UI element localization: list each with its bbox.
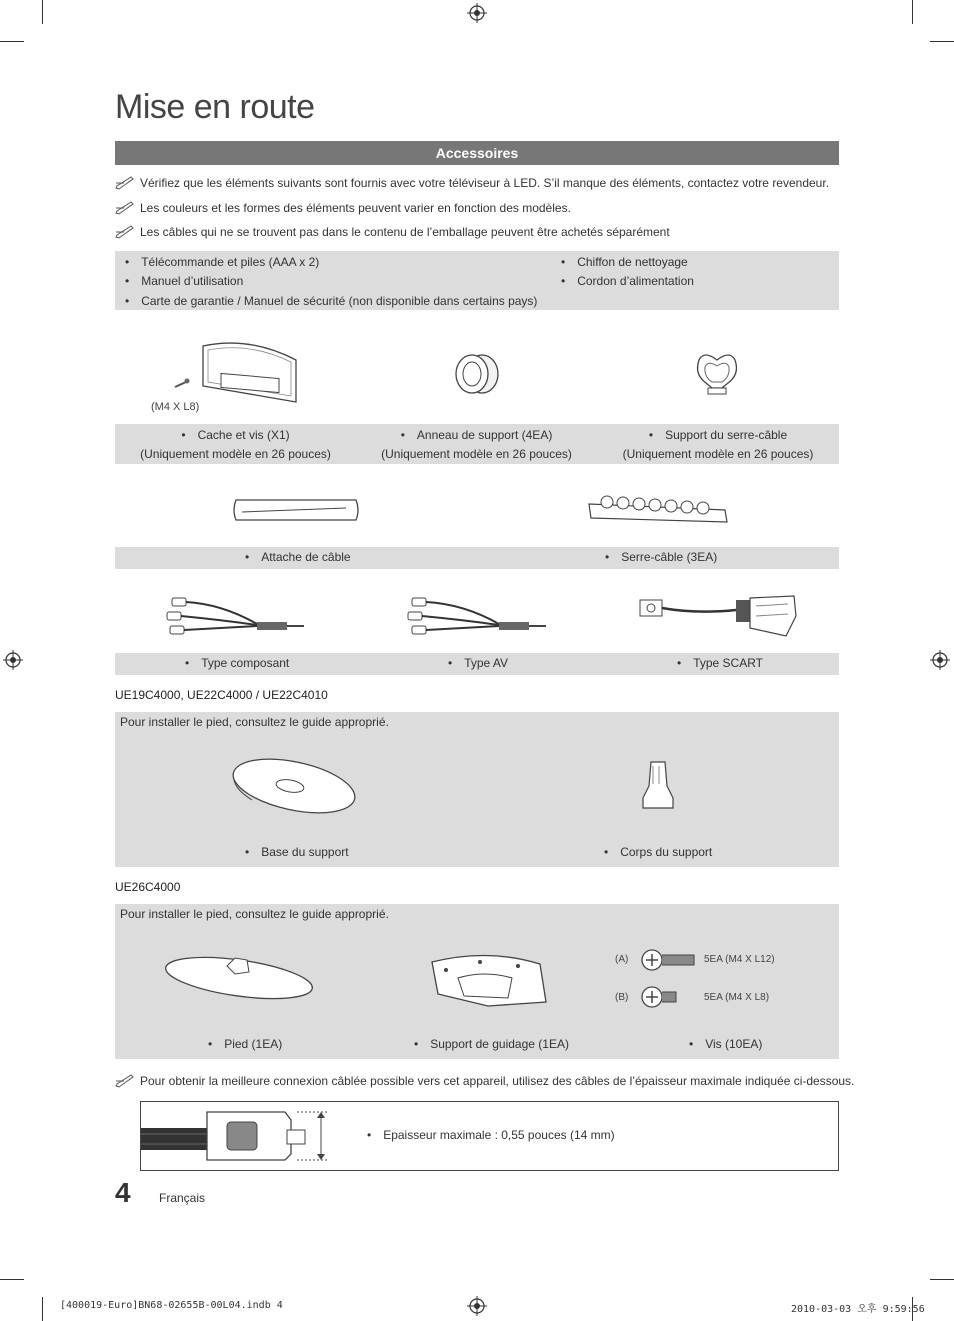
- item-sublabel: (Uniquement modèle en 26 pouces): [381, 447, 572, 461]
- note: [115, 1074, 854, 1088]
- support-ring-illustration: [452, 350, 502, 396]
- cable-thickness-box: [140, 1101, 839, 1171]
- cable-holder-illustration: [585, 490, 733, 530]
- item-label: • Type composant: [185, 656, 289, 670]
- item-sublabel: (Uniquement modèle en 26 pouces): [622, 447, 814, 461]
- note-text: Les couleurs et les formes des éléments peuvent varier en fonction des modèles.: [140, 201, 571, 215]
- crop-mark: [42, 0, 43, 24]
- crop-mark: [0, 1279, 24, 1280]
- page-title: Mise en route: [115, 88, 315, 126]
- component-cable-illustration: [162, 594, 310, 640]
- item-label: • Base du support: [245, 845, 349, 859]
- crop-mark: [42, 1297, 43, 1321]
- pencil-note-icon: [115, 1074, 135, 1088]
- crop-mark: [930, 41, 954, 42]
- registration-mark-icon: [930, 650, 950, 670]
- hdmi-cable-illustration: [141, 1108, 331, 1164]
- item-sublabel: (Uniquement modèle en 26 pouces): [140, 447, 331, 461]
- page-number: 4: [115, 1177, 131, 1208]
- registration-mark-icon: [3, 650, 23, 670]
- pencil-note-icon: [115, 225, 135, 239]
- item-label: • Type SCART: [677, 656, 763, 670]
- av-cable-illustration: [404, 594, 552, 640]
- max-thickness-label: • Epaisseur maximale : 0,55 pouces (14 mm): [367, 1128, 615, 1142]
- panel-instruction: Pour installer le pied, consultez le guide approprié.: [120, 907, 389, 921]
- item-label: • Serre-câble (3EA): [605, 550, 717, 564]
- items-row-2: [115, 547, 839, 569]
- stand-panel: [115, 712, 839, 867]
- items-row-1: [115, 424, 839, 464]
- screw-b-spec: 5EA (M4 X L8): [704, 992, 770, 1003]
- included-items-list: [115, 251, 839, 310]
- screw-a-tag: (A): [615, 954, 629, 965]
- pencil-note-icon: [115, 176, 135, 190]
- registration-mark-icon: [467, 1296, 487, 1316]
- crop-mark: [0, 41, 24, 42]
- items-row-3: [115, 653, 839, 675]
- screw-short-icon: [640, 984, 680, 1010]
- item-label: • Support de guidage (1EA): [414, 1037, 569, 1051]
- item-label: • Pied (1EA): [208, 1037, 282, 1051]
- note-text: Pour obtenir la meilleure connexion câblée possible vers cet appareil, utilisez des câbles de l’épaisseur maximale indiquée ci-dessous.: [140, 1074, 855, 1088]
- note-text: Vérifiez que les éléments suivants sont fournis avec votre téléviseur à LED. S’il manque des éléments, contactez votre revendeur.: [140, 176, 830, 190]
- section-header: Accessoires: [115, 141, 839, 165]
- pencil-note-icon: [115, 201, 135, 215]
- stand-body-illustration: [637, 756, 677, 814]
- scart-cable-illustration: [636, 592, 802, 642]
- cable-tie-illustration: [228, 494, 363, 528]
- item-label: • Vis (10EA): [689, 1037, 762, 1051]
- note: [115, 201, 571, 215]
- note: [115, 225, 670, 239]
- crop-mark: [930, 1279, 954, 1280]
- item-label: • Corps du support: [604, 845, 712, 859]
- list-item: • Chiffon de nettoyage: [561, 255, 688, 269]
- model-heading: UE19C4000, UE22C4000 / UE22C4010: [115, 688, 328, 702]
- panel-instruction: Pour installer le pied, consultez le guide approprié.: [120, 715, 389, 729]
- crop-mark: [912, 0, 913, 24]
- list-item: • Télécommande et piles (AAA x 2): [125, 255, 319, 269]
- item-label: • Type AV: [448, 656, 508, 670]
- note: [115, 176, 829, 190]
- file-name: [400019-Euro]BN68-02655B-00L04.indb 4: [60, 1300, 283, 1311]
- item-label: • Cache et vis (X1): [115, 428, 356, 442]
- print-date: 2010-03-03 오후 9:59:56: [791, 1304, 925, 1315]
- cable-holder-support-illustration: [692, 350, 742, 396]
- stand-base-illustration: [232, 754, 360, 822]
- model-heading: UE26C4000: [115, 880, 181, 894]
- item-label: • Anneau de support (4EA): [356, 428, 597, 442]
- guide-stand-illustration: [428, 944, 550, 1014]
- registration-mark-icon: [467, 3, 487, 23]
- list-item: • Carte de garantie / Manuel de sécurité (non disponible dans certains pays): [125, 294, 537, 308]
- screw-a-spec: 5EA (M4 X L12): [704, 954, 775, 965]
- item-label: • Attache de câble: [245, 550, 351, 564]
- stand-foot-illustration: [165, 946, 317, 1012]
- cover-and-screw-illustration: [170, 340, 305, 410]
- stand-panel: [115, 904, 839, 1059]
- screw-long-icon: [640, 947, 696, 973]
- item-label: • Support du serre-câble: [597, 428, 839, 442]
- note-text: Les câbles qui ne se trouvent pas dans le contenu de l’emballage peuvent être achetés séparément: [140, 225, 670, 239]
- language-label: Français: [159, 1191, 206, 1205]
- list-item: • Manuel d’utilisation: [125, 274, 243, 288]
- list-item: • Cordon d’alimentation: [561, 274, 694, 288]
- screw-label: (M4 X L8): [151, 401, 200, 413]
- screw-b-tag: (B): [615, 992, 629, 1003]
